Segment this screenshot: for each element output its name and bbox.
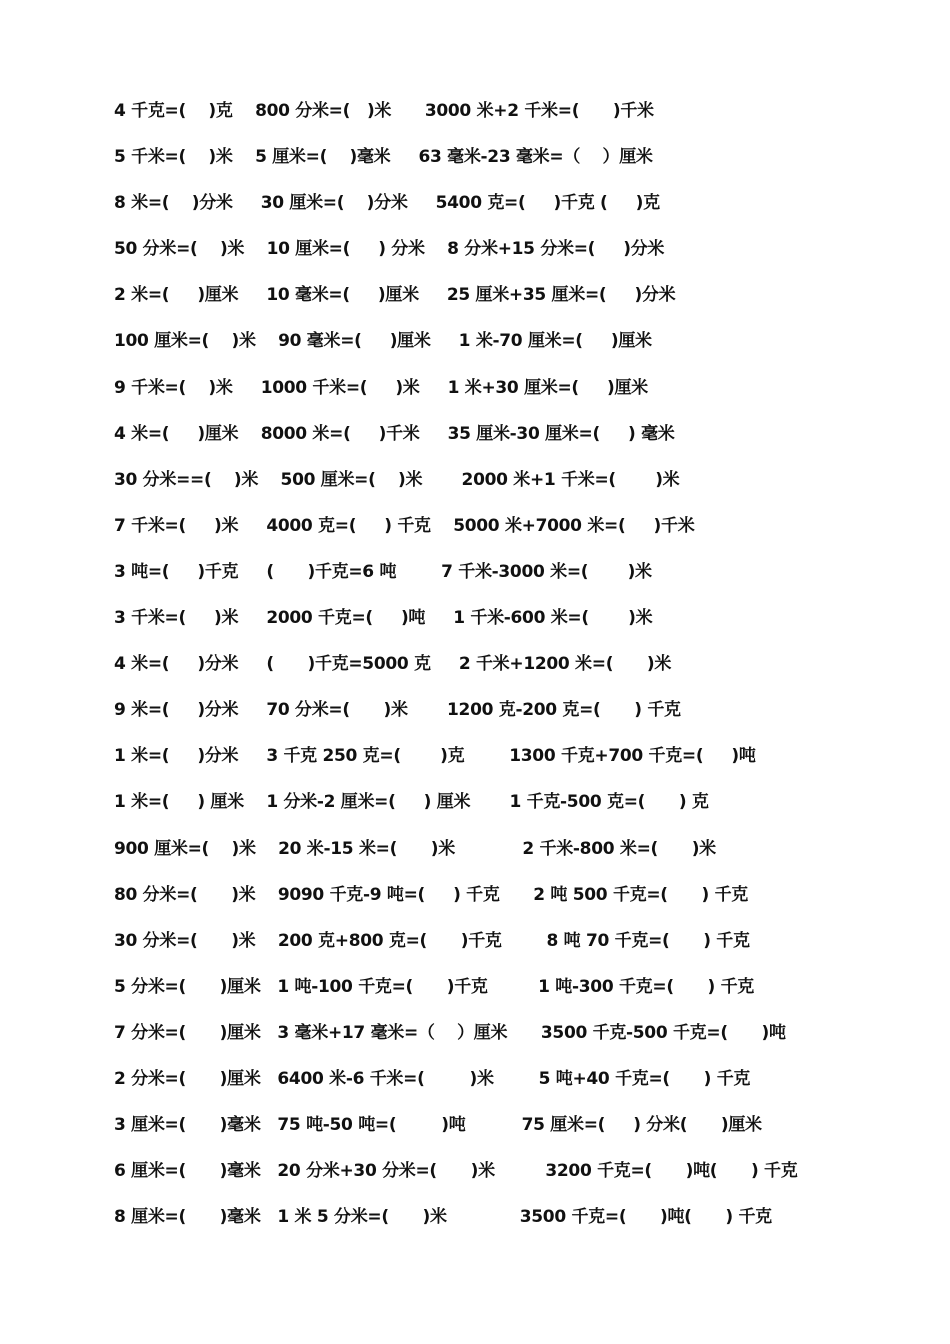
exercise-line-2: 5 千米=( )米 5 厘米=( )毫米 63 毫米-23 毫米=（ ）厘米 xyxy=(114,147,653,168)
exercise-line-17: 900 厘米=( )米 20 米-15 米=( )米 2 千米-800 米=( )米 xyxy=(114,838,716,859)
exercise-line-21: 7 分米=( )厘米 3 毫米+17 毫米=（ ）厘米 3500 千克-500 千克=( )吨 xyxy=(114,1022,786,1043)
exercise-line-19: 30 分米=( )米 200 克+800 克=( )千克 8 吨 70 千克=( ) 千克 xyxy=(114,930,750,951)
exercise-line-10: 7 千米=( )米 4000 克=( ) 千克 5000 米+7000 米=( )千米 xyxy=(114,515,695,536)
exercise-line-12: 3 千米=( )米 2000 千克=( )吨 1 千米-600 米=( )米 xyxy=(114,608,653,629)
unit-conversion-exercises xyxy=(114,97,874,1249)
exercise-line-25: 8 厘米=( )毫米 1 米 5 分米=( )米 3500 千克=( )吨( ) 千克 xyxy=(114,1207,772,1228)
exercise-line-24: 6 厘米=( )毫米 20 分米+30 分米=( )米 3200 千克=( )吨( ) 千克 xyxy=(114,1161,798,1182)
exercise-line-9: 30 分米==( )米 500 厘米=( )米 2000 米+1 千米=( )米 xyxy=(114,469,680,490)
exercise-line-23: 3 厘米=( )毫米 75 吨-50 吨=( )吨 75 厘米=( ) 分米( )厘米 xyxy=(114,1115,762,1136)
exercise-line-6: 100 厘米=( )米 90 毫米=( )厘米 1 米-70 厘米=( )厘米 xyxy=(114,331,652,352)
exercise-line-16: 1 米=( ) 厘米 1 分米-2 厘米=( ) 厘米 1 千克-500 克=( ) 克 xyxy=(114,792,709,813)
exercise-line-8: 4 米=( )厘米 8000 米=( )千米 35 厘米-30 厘米=( ) 毫米 xyxy=(114,423,675,444)
exercise-line-20: 5 分米=( )厘米 1 吨-100 千克=( )千克 1 吨-300 千克=( ) 千克 xyxy=(114,976,754,997)
exercise-line-13: 4 米=( )分米 ( )千克=5000 克 2 千米+1200 米=( )米 xyxy=(114,654,672,675)
exercise-line-5: 2 米=( )厘米 10 毫米=( )厘米 25 厘米+35 厘米=( )分米 xyxy=(114,285,676,306)
exercise-line-18: 80 分米=( )米 9090 千克-9 吨=( ) 千克 2 吨 500 千克=( ) 千克 xyxy=(114,884,748,905)
exercise-line-14: 9 米=( )分米 70 分米=( )米 1200 克-200 克=( ) 千克 xyxy=(114,700,681,721)
exercise-line-7: 9 千米=( )米 1000 千米=( )米 1 米+30 厘米=( )厘米 xyxy=(114,377,648,398)
exercise-line-15: 1 米=( )分米 3 千克 250 克=( )克 1300 千克+700 千克=( )吨 xyxy=(114,746,756,767)
exercise-line-22: 2 分米=( )厘米 6400 米-6 千米=( )米 5 吨+40 千克=( ) 千克 xyxy=(114,1068,751,1089)
exercise-line-3: 8 米=( )分米 30 厘米=( )分米 5400 克=( )千克 ( )克 xyxy=(114,193,660,214)
exercise-line-4: 50 分米=( )米 10 厘米=( ) 分米 8 分米+15 分米=( )分米 xyxy=(114,239,665,260)
exercise-line-1: 4 千克=( )克 800 分米=( )米 3000 米+2 千米=( )千米 xyxy=(114,101,654,121)
exercise-line-11: 3 吨=( )千克 ( )千克=6 吨 7 千米-3000 米=( )米 xyxy=(114,561,652,582)
